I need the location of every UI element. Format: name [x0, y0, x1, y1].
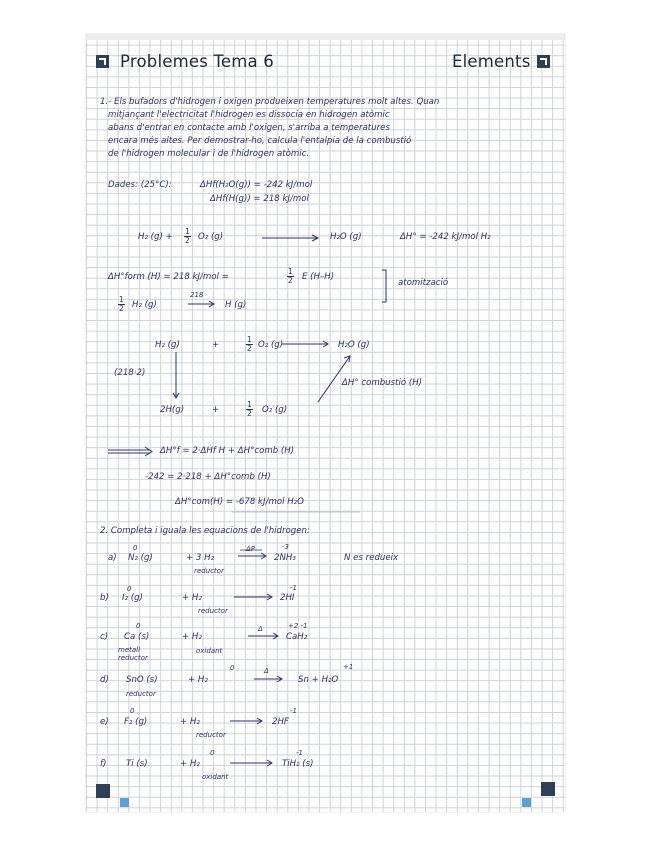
eq2-half-den: 2: [288, 276, 293, 285]
eq1-arrow: [262, 235, 318, 241]
eq2-left: ΔH°form (H) = 218 kJ/mol =: [108, 272, 229, 282]
b-right: 2HI: [280, 593, 295, 603]
d-condition: Δ: [264, 667, 269, 675]
cycle-half-den: 2: [247, 344, 252, 353]
d-left: SnO (s): [126, 675, 158, 685]
a-arrow: [238, 553, 266, 559]
eq2-bracket: [382, 270, 386, 302]
c-arrow: [248, 633, 278, 639]
c-ox-right: +2 -1: [288, 622, 308, 630]
cycle-diagonal-arrow: [318, 356, 350, 402]
problem1-line-5: de l'hidrogen molecular i de l'hidrogen atòmic.: [108, 149, 310, 159]
footer-left-square: [120, 798, 129, 807]
result-line-3: ΔH°com(H) = -678 kJ/mol H₂O: [175, 497, 304, 507]
f-ox-right: -1: [296, 749, 303, 757]
problem1-line-4: encara més altes. Per demostrar-ho, calcula l'entalpia de la combustió: [108, 136, 412, 146]
problem1-line-2: mitjançant l'electricitat l'hidrogen es dissocia en hidrogen atòmic: [108, 110, 390, 120]
cycle-bottom-half-num: 1: [247, 400, 252, 409]
result-line-1: ΔH°f = 2·ΔHf H + ΔH°comb (H): [160, 446, 295, 456]
b-mid: + H₂: [182, 593, 202, 603]
a-ox-left: 0: [133, 544, 138, 552]
eq2-half-num: 1: [288, 267, 293, 276]
b-arrow: [234, 594, 272, 600]
cycle-bottom-half-den: 2: [247, 409, 252, 418]
a-ox-right: -3: [282, 543, 289, 551]
cycle-bottom-o2: O₂ (g): [262, 405, 288, 415]
problem2-title: 2. Completa i iguala les equacions de l'hidrogen:: [100, 526, 310, 536]
eq2-bond: E (H–H): [302, 272, 335, 282]
b-ox-right: -1: [290, 584, 297, 592]
page-subtitle: Elements: [452, 52, 531, 71]
b-label: b): [100, 593, 109, 603]
result-implies-arrow: [108, 447, 152, 456]
d-right: Sn + H₂O: [298, 675, 339, 685]
footer-left-icon: [96, 784, 110, 798]
eq1-o2: O₂ (g): [198, 232, 224, 242]
eq3-arrow: [188, 301, 214, 307]
eq1-dh: ΔH° = -242 kJ/mol H₂: [400, 232, 491, 242]
f-mid: + H₂: [180, 759, 200, 769]
eq1-right: H₂O (g): [330, 232, 362, 242]
b-ox-left: 0: [127, 585, 132, 593]
e-sub: reductor: [196, 731, 226, 739]
f-left: Ti (s): [126, 759, 148, 769]
cycle-bottom-plus: +: [212, 405, 220, 415]
cycle-bottom-left: 2H(g): [160, 405, 185, 415]
c-condition: Δ: [258, 625, 263, 633]
e-arrow: [230, 718, 262, 724]
b-sub: reductor: [198, 607, 228, 615]
c-sub-2: oxidant: [196, 647, 223, 655]
d-label: d): [100, 675, 109, 685]
e-ox-right: -1: [290, 707, 297, 715]
eq3-right: H (g): [225, 300, 247, 310]
d-arrow: [254, 676, 282, 682]
data-label: Dades: (25°C):: [108, 180, 172, 190]
c-left: Ca (s): [124, 632, 150, 642]
problem1-line-3: abans d'entrar en contacte amb l'oxigen, s'arriba a temperatures: [108, 123, 390, 133]
footer-right-icon: [541, 782, 555, 796]
d-ox-left: 0: [230, 664, 235, 672]
d-sub: reductor: [126, 690, 156, 698]
c-mid: + H₂: [182, 632, 202, 642]
eq3-half-num: 1: [119, 295, 124, 304]
d-ox-right: +1: [343, 663, 354, 671]
eq1-half-den: 2: [185, 236, 190, 245]
footer-right-square: [522, 798, 531, 807]
e-mid: + H₂: [180, 717, 200, 727]
cycle-half-num: 1: [247, 335, 252, 344]
eq1-left: H₂ (g) +: [138, 232, 173, 242]
f-sub: oxidant: [202, 773, 229, 781]
cycle-down-arrow: [173, 352, 179, 398]
c-label: c): [100, 632, 109, 642]
f-arrow: [230, 760, 272, 766]
eq2-label: atomització: [398, 278, 449, 288]
c-right: CaH₂: [286, 632, 308, 642]
cycle-value: (218·2): [114, 368, 146, 378]
cycle-top-left: H₂ (g): [155, 340, 180, 350]
eq1-half-num: 1: [185, 227, 190, 236]
f-right: TiH₂ (s): [282, 759, 314, 769]
cycle-combustion: ΔH° combustió (H): [342, 378, 423, 388]
e-right: 2HF: [272, 717, 289, 727]
cycle-top-right: H₂O (g): [338, 340, 370, 350]
f-label: f): [100, 759, 107, 769]
a-note: N es redueix: [344, 553, 399, 563]
eq3-left: H₂ (g): [132, 300, 157, 310]
e-left: F₂ (g): [124, 717, 148, 727]
cycle-top-arrow: [282, 341, 328, 347]
a-label: a): [108, 553, 117, 563]
c-ox-left: 0: [136, 622, 141, 630]
d-mid: + H₂: [188, 675, 208, 685]
problem1-line-1: 1.- Els bufadors d'hidrogen i oxigen produeixen temperatures molt altes. Quan: [100, 97, 440, 107]
data-line-1: ΔHf(H₂O(g)) = -242 kJ/mol: [200, 180, 313, 190]
a-left: N₂ (g): [128, 553, 153, 563]
a-mid: + 3 H₂: [186, 553, 215, 563]
a-right: 2NH₃: [274, 553, 296, 563]
b-left: I₂ (g): [122, 593, 143, 603]
eq3-half-den: 2: [119, 304, 124, 313]
f-ox-left: 0: [210, 749, 215, 757]
result-line-2: -242 = 2·218 + ΔH°comb (H): [145, 472, 271, 482]
a-condition: ΔP: [246, 545, 256, 553]
a-sub: reductor: [194, 567, 224, 575]
e-ox-left: 0: [130, 707, 135, 715]
c-sub-1: metall reductor: [118, 646, 148, 662]
eq3-over: 218: [190, 291, 204, 299]
page-title: Problemes Tema 6: [120, 52, 275, 71]
cycle-plus: +: [212, 340, 220, 350]
cycle-o2: O₂ (g): [258, 340, 284, 350]
e-label: e): [100, 717, 109, 727]
data-line-2: ΔHf(H(g)) = 218 kJ/mol: [210, 194, 309, 204]
